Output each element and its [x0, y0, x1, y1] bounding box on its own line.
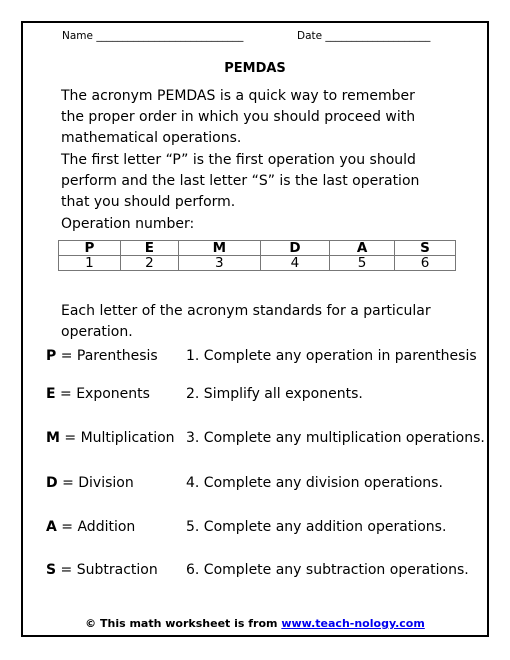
table-cell-letter: M — [178, 241, 260, 256]
operation-name: = Exponents — [55, 386, 150, 402]
date-field-label: Date ____________________ — [297, 30, 431, 42]
footer-link[interactable]: www.teach-nology.com — [281, 617, 425, 630]
operation-letter: A — [46, 519, 57, 535]
operation-term-addition — [46, 519, 135, 535]
each-letter-paragraph: Each letter of the acronym standards for a particular operation. — [61, 303, 431, 340]
table-cell-number: 4 — [260, 256, 329, 271]
operation-term-exponents — [46, 386, 150, 402]
operation-term-subtraction — [46, 562, 158, 578]
table-cell-letter: E — [120, 241, 178, 256]
operation-description: 2. Simplify all exponents. — [186, 386, 363, 402]
table-cell-letter: D — [260, 241, 329, 256]
table-cell-letter: S — [395, 241, 456, 256]
intro-paragraph-2: The first letter “P” is the first operation you should perform and the last letter “S” is the last operation that you should perform. — [61, 152, 420, 210]
table-cell-number: 5 — [330, 256, 395, 271]
operation-letter: E — [46, 386, 56, 402]
footer-credit — [0, 617, 510, 630]
table-cell-letter: P — [59, 241, 121, 256]
table-row-letters — [59, 241, 456, 256]
page-title: PEMDAS — [224, 61, 286, 76]
operation-number-label: Operation number: — [61, 216, 195, 232]
operation-letter: D — [46, 475, 58, 491]
intro-paragraph-1: The acronym PEMDAS is a quick way to remember the proper order in which you should proceed with mathematical operations. — [61, 88, 416, 146]
operation-description: 3. Complete any multiplication operations. — [186, 430, 485, 446]
operation-name: = Division — [57, 475, 134, 491]
operation-term-multiplication — [46, 430, 175, 446]
table-cell-number: 3 — [178, 256, 260, 271]
operation-description: 6. Complete any subtraction operations. — [186, 562, 469, 578]
operation-description: 4. Complete any division operations. — [186, 475, 443, 491]
name-field-label: Name ____________________________ — [62, 30, 244, 42]
operation-description: 1. Complete any operation in parenthesis — [186, 348, 477, 364]
operation-name: = Multiplication — [59, 430, 175, 446]
operation-letter: P — [46, 348, 57, 364]
operation-letter: M — [46, 430, 60, 446]
operation-term-division — [46, 475, 134, 491]
table-row-numbers — [59, 256, 456, 271]
table-cell-number: 6 — [395, 256, 456, 271]
operation-name: = Subtraction — [56, 562, 158, 578]
operation-number-table — [58, 240, 456, 271]
operation-name: = Parenthesis — [56, 348, 158, 364]
table-cell-letter: A — [330, 241, 395, 256]
operation-name: = Addition — [56, 519, 136, 535]
operation-description: 5. Complete any addition operations. — [186, 519, 447, 535]
table-cell-number: 2 — [120, 256, 178, 271]
table-cell-number: 1 — [59, 256, 121, 271]
operation-letter: S — [46, 562, 57, 578]
footer-text: © This math worksheet is from — [85, 617, 282, 630]
operation-term-parenthesis — [46, 348, 158, 364]
